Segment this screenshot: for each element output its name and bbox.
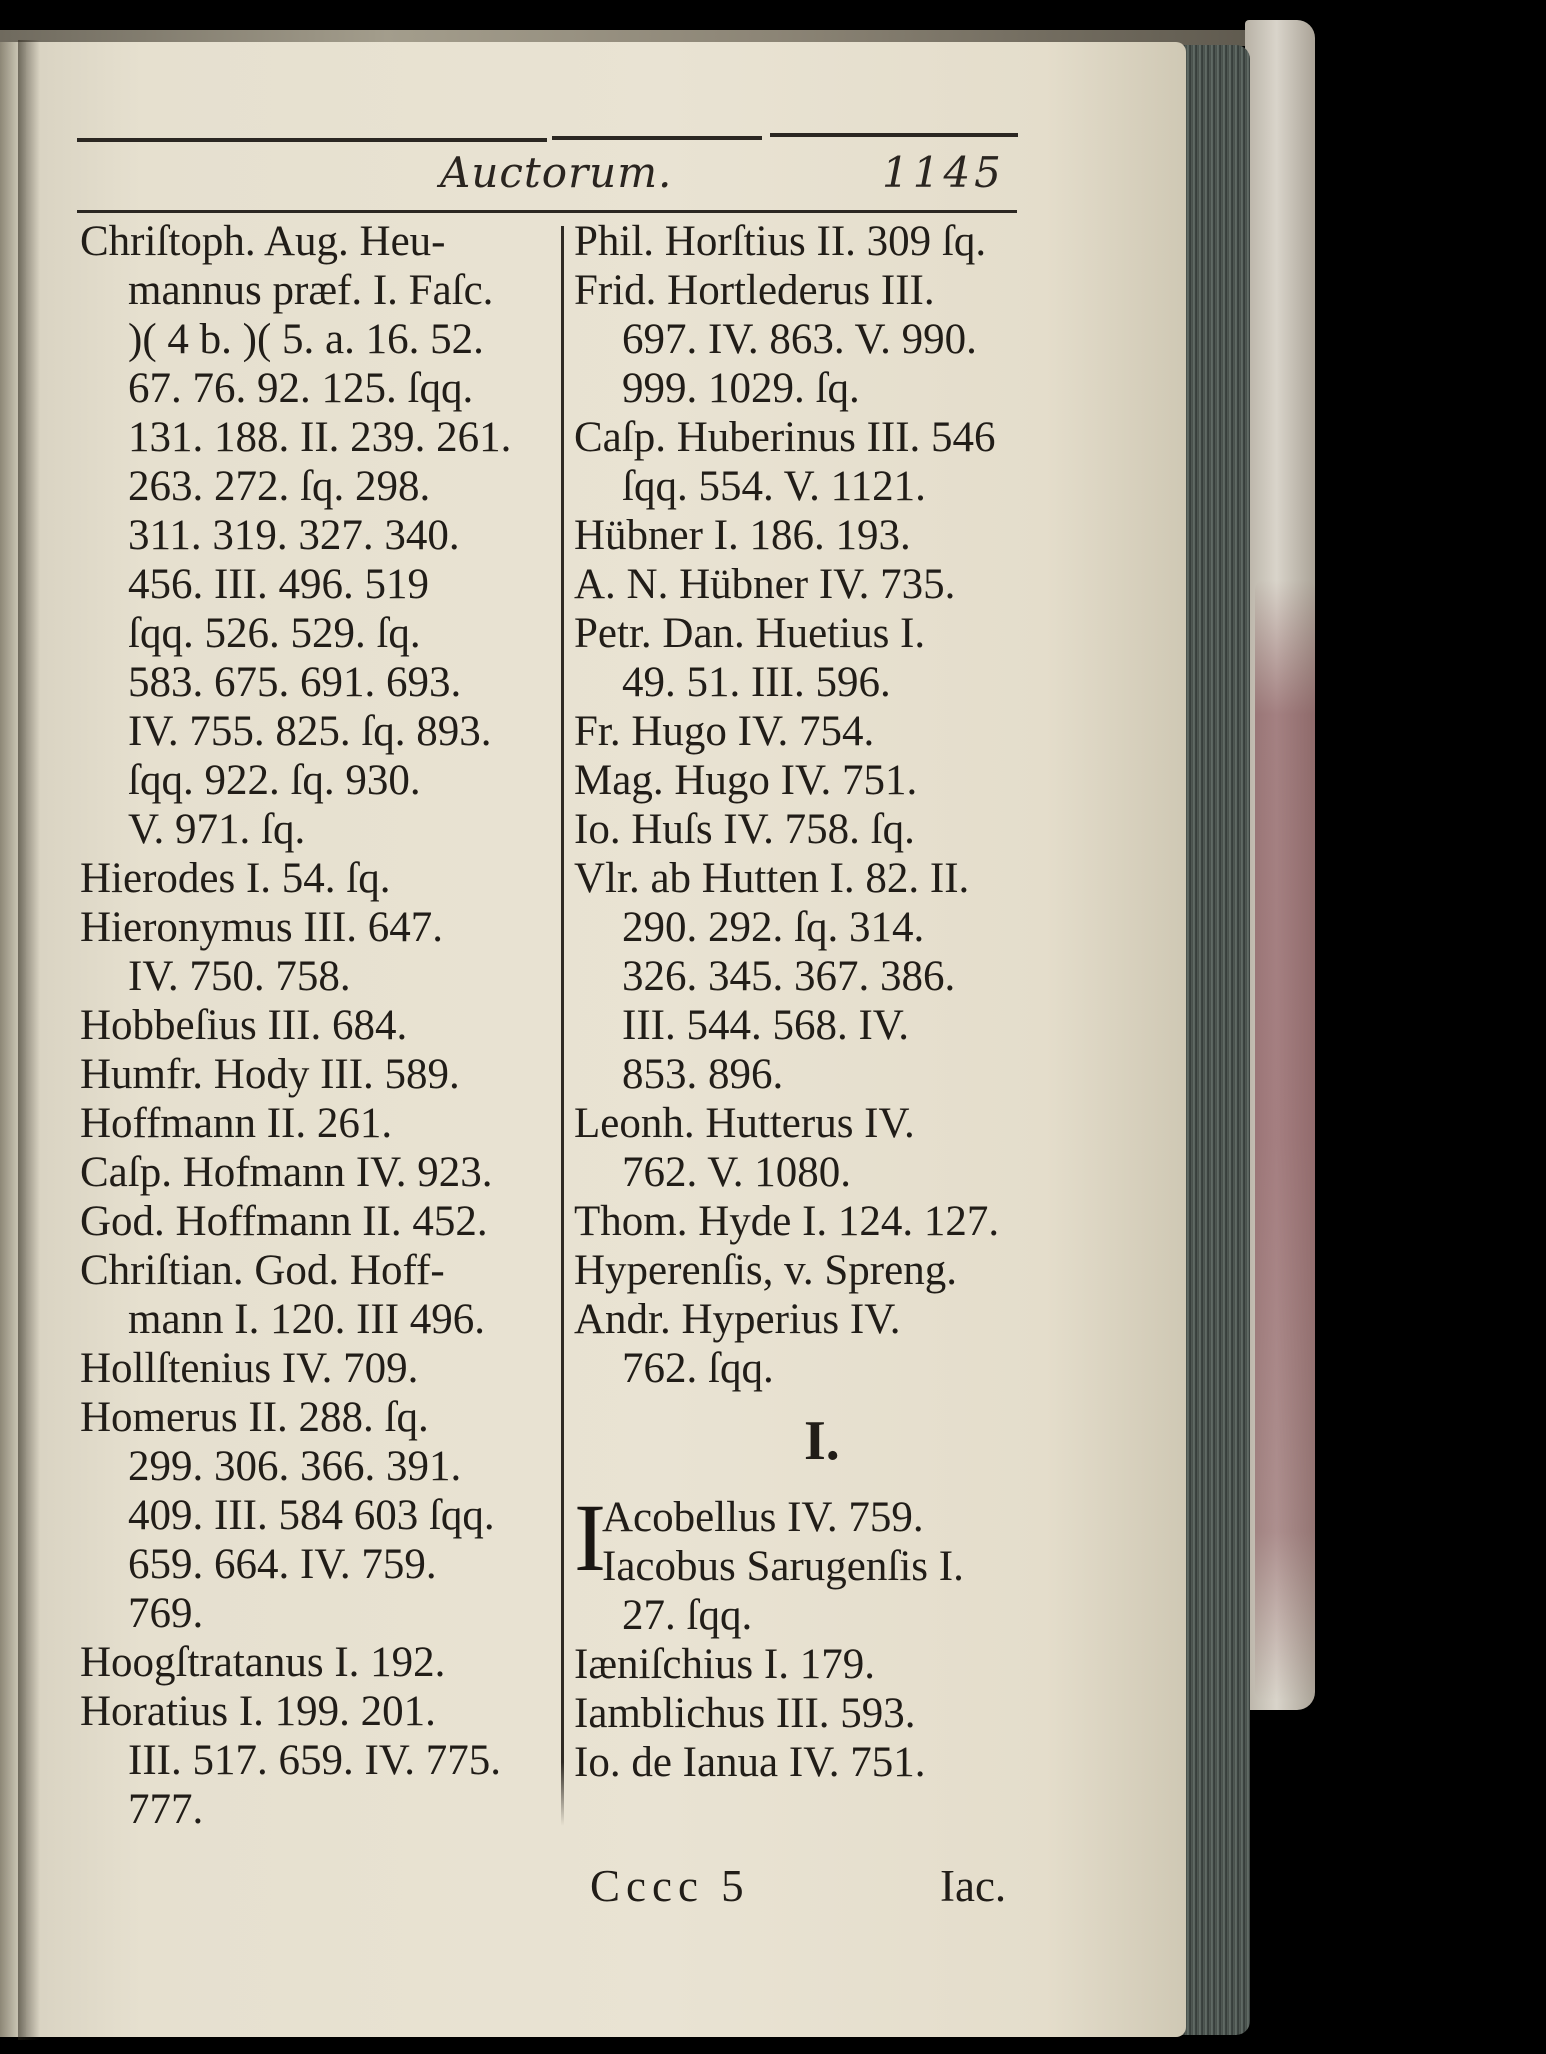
- gutter-shadow: [18, 40, 40, 2040]
- index-entry-line: Andr. Hyperius IV.: [574, 1296, 901, 1343]
- index-entry-line: Vlr. ab Hutten I. 82. II.: [574, 855, 970, 902]
- index-entry-line: III. 544. 568. IV.: [622, 1002, 910, 1049]
- index-entry-line: 777.: [128, 1786, 204, 1833]
- index-entry-line: 299. 306. 366. 391.: [128, 1443, 462, 1490]
- index-entry-line: Acobellus IV. 759.: [602, 1494, 924, 1541]
- page-number: 1145: [882, 148, 1005, 197]
- index-entry-line: IV. 755. 825. ſq. 893.: [128, 708, 492, 755]
- index-entry-line: Phil. Horſtius II. 309 ſq.: [574, 218, 987, 265]
- index-entry-line: ſqq. 526. 529. ſq.: [128, 610, 421, 657]
- index-entry-line: 853. 896.: [622, 1051, 784, 1098]
- header-rule: [770, 133, 1018, 137]
- section-heading: I.: [804, 1410, 840, 1472]
- index-entry-line: Io. Huſs IV. 758. ſq.: [574, 806, 915, 853]
- index-entry-line: mannus præf. I. Faſc.: [128, 267, 494, 314]
- index-entry-line: 999. 1029. ſq.: [622, 365, 860, 412]
- index-entry-line: 326. 345. 367. 386.: [622, 953, 956, 1000]
- header-rule: [77, 138, 547, 142]
- index-entry-line: Hierodes I. 54. ſq.: [80, 855, 391, 902]
- index-entry-line: Iæniſchius I. 179.: [574, 1641, 875, 1688]
- index-entry-line: 311. 319. 327. 340.: [128, 512, 460, 559]
- index-entry-line: V. 971. ſq.: [128, 806, 306, 853]
- index-entry-line: ſqq. 922. ſq. 930.: [128, 757, 421, 804]
- index-entry-line: )( 4 b. )( 5. a. 16. 52.: [128, 316, 484, 363]
- index-entry-line: 659. 664. IV. 759.: [128, 1541, 437, 1588]
- running-head: Auctorum.: [440, 148, 673, 197]
- index-entry-line: Frid. Hortlederus III.: [574, 267, 935, 314]
- index-entry-line: Horatius I. 199. 201.: [80, 1688, 436, 1735]
- index-entry-line: III. 517. 659. IV. 775.: [128, 1737, 502, 1784]
- index-entry-line: Leonh. Hutterus IV.: [574, 1100, 915, 1147]
- index-entry-line: Mag. Hugo IV. 751.: [574, 757, 918, 804]
- signature-mark: Cccc 5: [590, 1861, 750, 1911]
- index-entry-line: Iamblichus III. 593.: [574, 1690, 916, 1737]
- index-entry-line: IV. 750. 758.: [128, 953, 351, 1000]
- column-divider: [561, 226, 564, 1826]
- index-entry-line: Fr. Hugo IV. 754.: [574, 708, 875, 755]
- index-entry-line: Petr. Dan. Huetius I.: [574, 610, 926, 657]
- index-entry-line: 769.: [128, 1590, 204, 1637]
- index-entry-line: 762. V. 1080.: [622, 1149, 851, 1196]
- index-entry-line: Io. de Ianua IV. 751.: [574, 1739, 926, 1786]
- index-entry-line: God. Hoffmann II. 452.: [80, 1198, 488, 1245]
- index-entry-line: Homerus II. 288. ſq.: [80, 1394, 429, 1441]
- index-entry-line: 762. ſqq.: [622, 1345, 774, 1392]
- index-entry-line: 409. III. 584 603 ſqq.: [128, 1492, 495, 1539]
- catchword: Iac.: [940, 1861, 1007, 1911]
- index-entry-line: Thom. Hyde I. 124. 127.: [574, 1198, 1000, 1245]
- index-entry-line: Hobbeſius III. 684.: [80, 1002, 408, 1049]
- index-entry-line: 697. IV. 863. V. 990.: [622, 316, 977, 363]
- index-entry-line: 290. 292. ſq. 314.: [622, 904, 925, 951]
- index-entry-line: Hollſtenius IV. 709.: [80, 1345, 419, 1392]
- index-entry-line: mann I. 120. III 496.: [128, 1296, 486, 1343]
- index-entry-line: 49. 51. III. 596.: [622, 659, 891, 706]
- index-entry-line: Hübner I. 186. 193.: [574, 512, 911, 559]
- index-entry-line: Humfr. Hody III. 589.: [80, 1051, 460, 1098]
- index-entry-line: 583. 675. 691. 693.: [128, 659, 462, 706]
- index-entry-line: Chriſtian. God. Hoff-: [80, 1247, 445, 1294]
- index-entry-line: 456. III. 496. 519: [128, 561, 429, 608]
- header-rule: [552, 136, 762, 140]
- index-entry-line: 67. 76. 92. 125. ſqq.: [128, 365, 474, 412]
- header-underline-rule: [77, 210, 1017, 213]
- page-stack-edge: [1180, 45, 1250, 2035]
- index-entry-line: A. N. Hübner IV. 735.: [574, 561, 956, 608]
- index-entry-line: Hoogſtratanus I. 192.: [80, 1639, 446, 1686]
- binding-stain: [1255, 580, 1315, 1700]
- index-entry-line: Hyperenſis, v. Spreng.: [574, 1247, 957, 1294]
- index-entry-line: ſqq. 554. V. 1121.: [622, 463, 926, 510]
- drop-cap: I: [574, 1484, 606, 1591]
- index-entry-line: 131. 188. II. 239. 261.: [128, 414, 512, 461]
- index-entry-line: Caſp. Huberinus III. 546: [574, 414, 996, 461]
- index-entry-line: 263. 272. ſq. 298.: [128, 463, 431, 510]
- index-entry-line: 27. ſqq.: [622, 1592, 753, 1639]
- index-entry-line: Caſp. Hofmann IV. 923.: [80, 1149, 493, 1196]
- index-entry-line: Iacobus Sarugenſis I.: [602, 1543, 964, 1590]
- index-entry-line: Hoffmann II. 261.: [80, 1100, 393, 1147]
- index-entry-line: Hieronymus III. 647.: [80, 904, 444, 951]
- index-entry-line: Chriſtoph. Aug. Heu-: [80, 218, 446, 265]
